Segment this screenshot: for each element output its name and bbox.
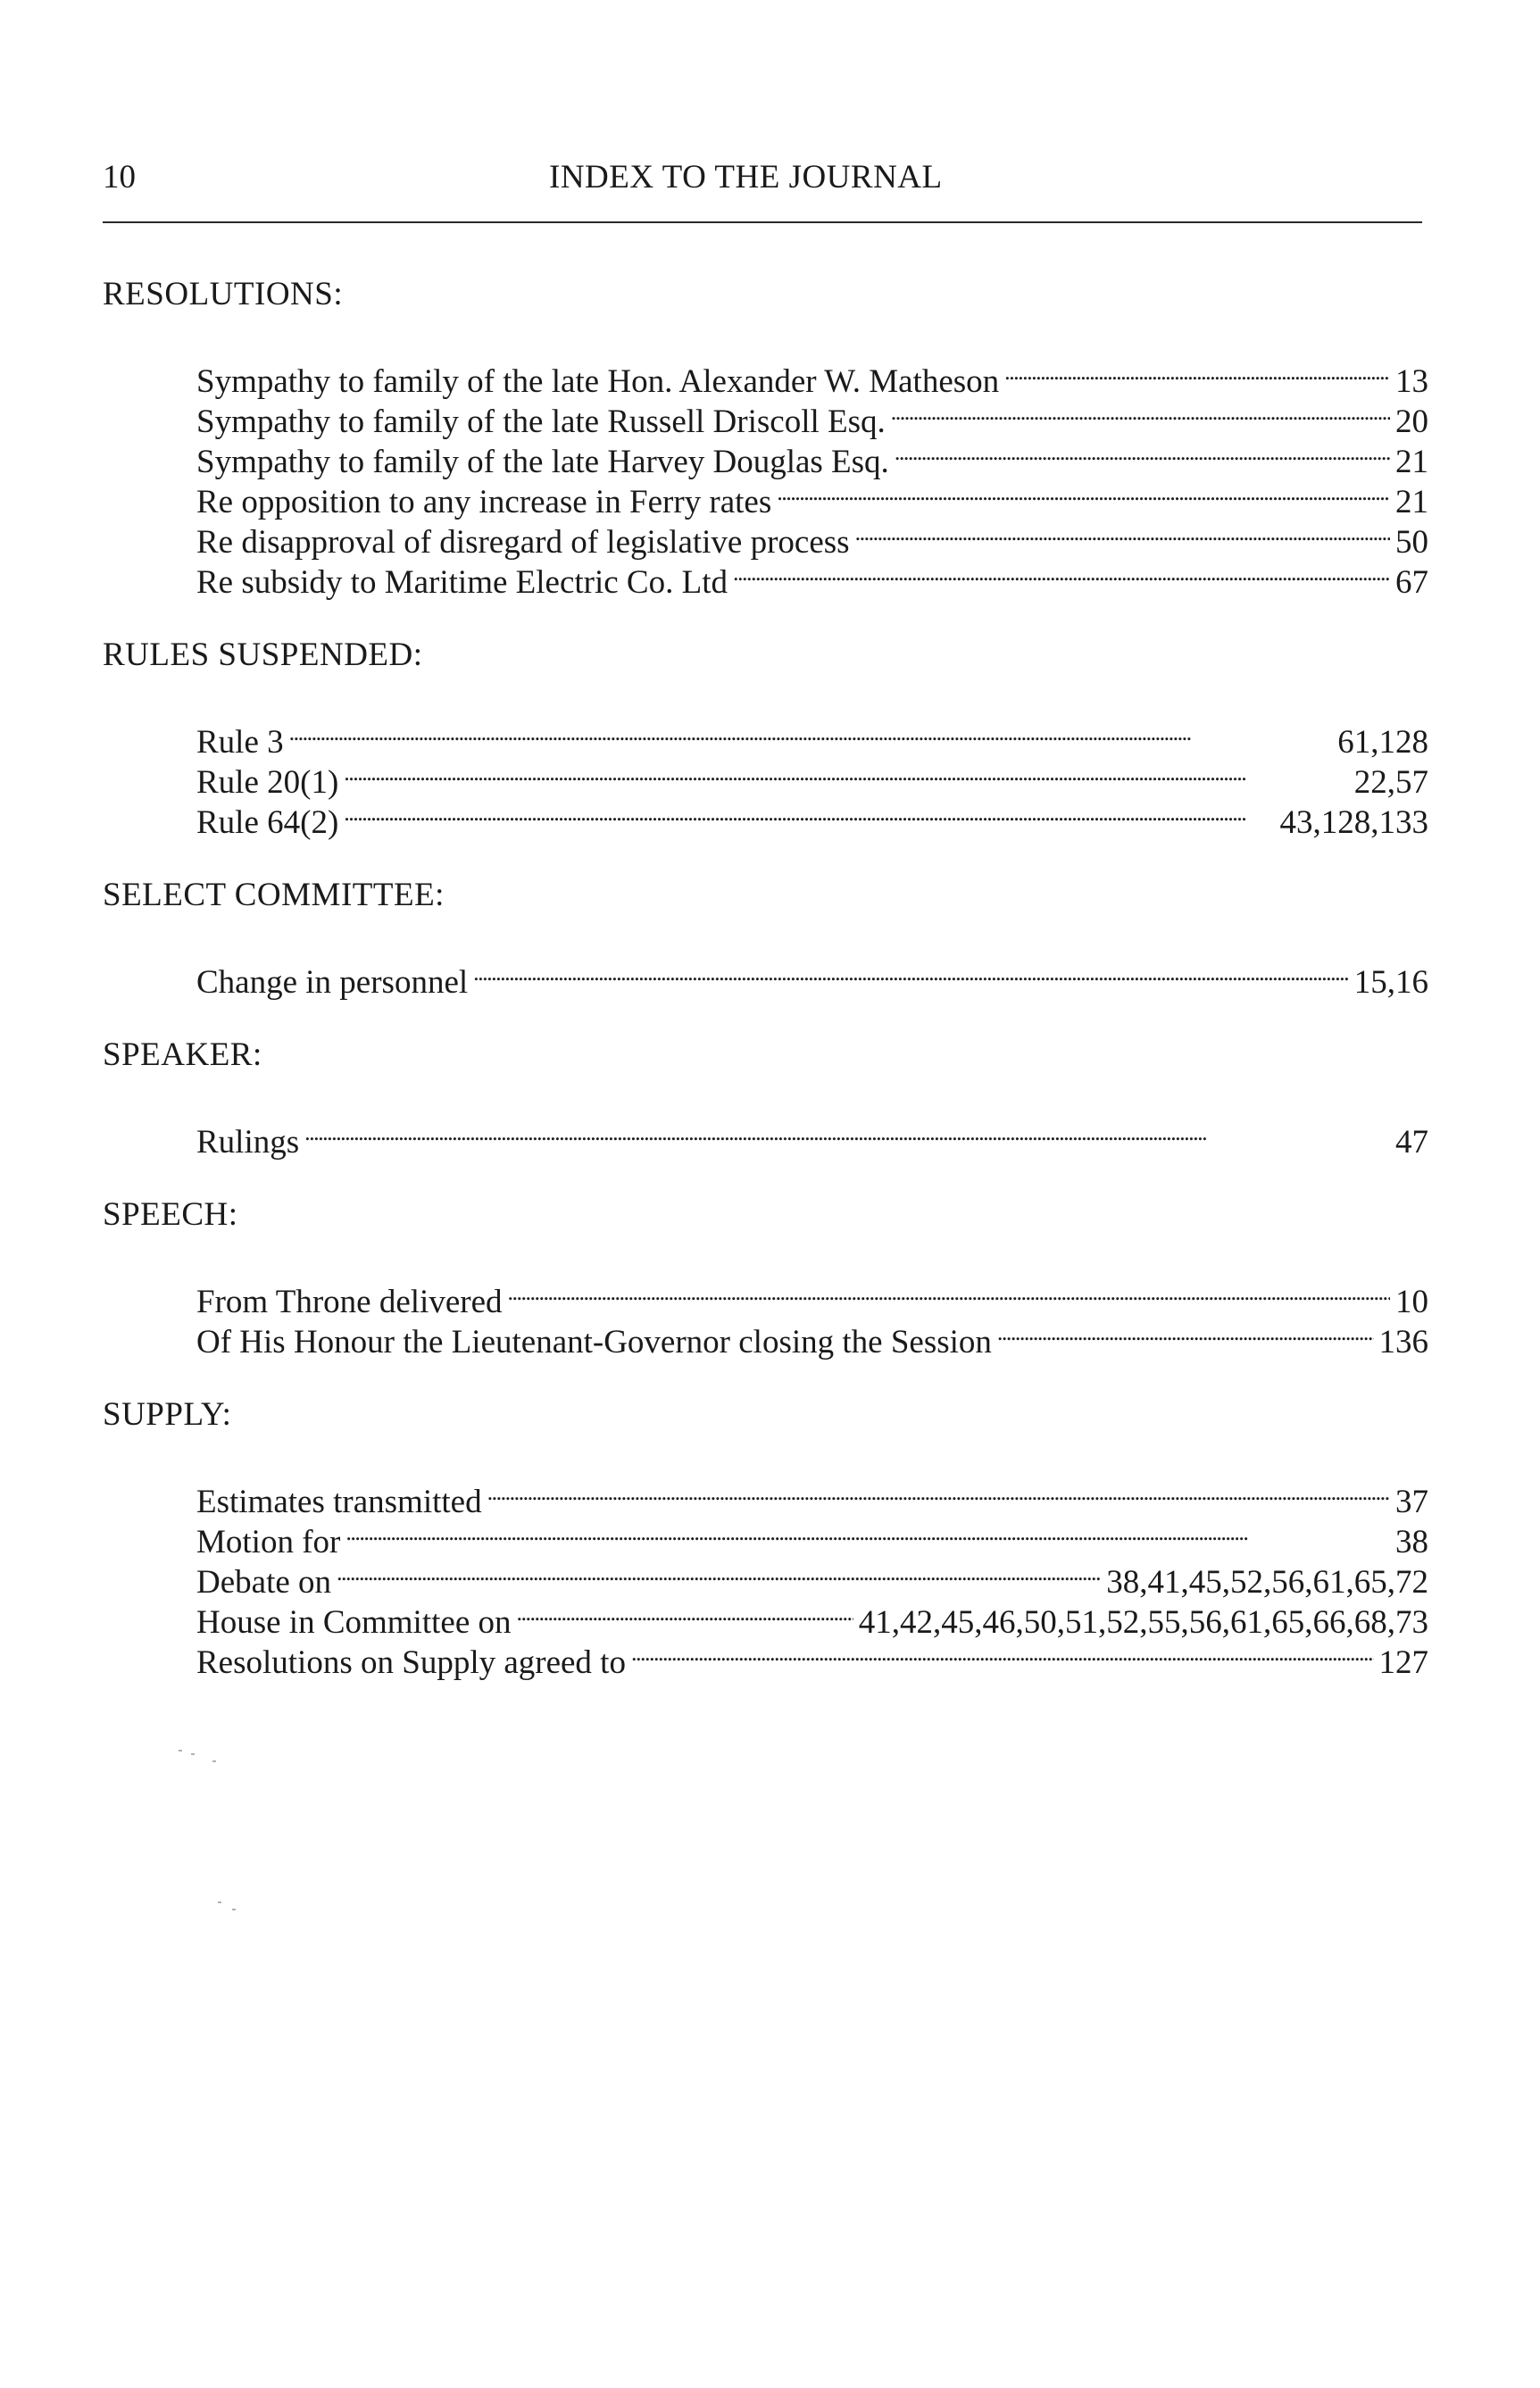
section-heading: RULES SUSPENDED: — [103, 637, 423, 673]
page-number: 10 — [103, 159, 136, 196]
index-entry — [196, 712, 1428, 761]
section-heading: SELECT COMMITTEE: — [103, 877, 445, 913]
index-entry — [196, 1472, 1428, 1520]
dot-leader — [733, 553, 1390, 593]
entry-label: Rule 64(2) — [196, 804, 339, 841]
entry-pages: 10 — [1395, 1284, 1428, 1320]
entry-label: Rule 3 — [196, 724, 284, 761]
entry-label: Estimates transmitted — [196, 1484, 482, 1520]
entry-label: Re opposition to any increase in Ferry rates — [196, 484, 772, 520]
entry-list — [196, 712, 1428, 841]
dot-leader — [344, 793, 1274, 833]
section-heading: SUPPLY: — [103, 1396, 232, 1433]
section-heading: RESOLUTIONS: — [103, 276, 344, 312]
entry-pages: 38 — [1395, 1524, 1428, 1560]
index-entry — [196, 352, 1428, 400]
entry-pages: 21 — [1395, 444, 1428, 480]
dot-leader — [337, 1552, 1101, 1593]
index-entry — [196, 1272, 1428, 1320]
entry-label: Re subsidy to Maritime Electric Co. Ltd — [196, 564, 728, 601]
dot-leader — [1004, 352, 1390, 392]
dot-leader — [289, 712, 1333, 753]
entry-list — [196, 1272, 1428, 1360]
entry-pages: 47 — [1395, 1124, 1428, 1161]
entry-label: Debate on — [196, 1564, 332, 1601]
dot-leader — [631, 1633, 1374, 1673]
entry-pages: 13 — [1395, 363, 1428, 400]
scan-specks — [179, 1750, 232, 1776]
entry-pages: 21 — [1395, 484, 1428, 520]
dot-leader — [517, 1593, 853, 1633]
entry-pages: 41,42,45,46,50,51,52,55,56,61,65,66,68,73 — [858, 1604, 1428, 1641]
entry-list — [196, 352, 1428, 601]
entry-pages: 20 — [1395, 404, 1428, 440]
entry-pages: 37 — [1395, 1484, 1428, 1520]
entry-label: House in Committee on — [196, 1604, 512, 1641]
entry-label: Resolutions on Supply agreed to — [196, 1644, 626, 1681]
index-entry — [196, 953, 1428, 1001]
entry-label: Change in personnel — [196, 964, 469, 1001]
section-heading: SPEAKER: — [103, 1036, 262, 1073]
index-entry — [196, 1112, 1428, 1161]
entry-pages: 38,41,45,52,56,61,65,72 — [1106, 1564, 1428, 1601]
dot-leader — [345, 1512, 1390, 1552]
section-supply — [103, 1390, 1428, 1681]
header-rule — [103, 221, 1422, 223]
index-content — [103, 270, 1428, 1710]
section-resolutions — [103, 270, 1428, 601]
entry-pages: 22,57 — [1353, 764, 1428, 801]
dot-leader — [895, 432, 1390, 472]
index-entry — [196, 753, 1428, 801]
dot-leader — [344, 753, 1348, 793]
page-header — [103, 152, 1422, 204]
index-entry — [196, 1512, 1428, 1560]
entry-pages: 15,16 — [1353, 964, 1428, 1001]
entry-label: Sympathy to family of the late Harvey Douglas Esq. — [196, 444, 889, 480]
entry-label: Of His Honour the Lieutenant-Governor closing the Session — [196, 1324, 992, 1360]
section-speaker — [103, 1030, 1428, 1161]
entry-label: Rulings — [196, 1124, 300, 1161]
entry-list — [196, 1472, 1428, 1681]
section-speech — [103, 1190, 1428, 1360]
entry-pages: 50 — [1395, 524, 1428, 561]
dot-leader — [891, 392, 1390, 432]
entry-label: From Throne delivered — [196, 1284, 503, 1320]
dot-leader — [997, 1312, 1374, 1352]
dot-leader — [304, 1112, 1390, 1152]
dot-leader — [473, 953, 1349, 993]
running-title: INDEX TO THE JOURNAL — [549, 159, 943, 196]
entry-label: Motion for — [196, 1524, 341, 1560]
entry-list — [196, 953, 1428, 1001]
section-select-committee — [103, 870, 1428, 1001]
entry-pages: 43,128,133 — [1279, 804, 1428, 841]
entry-label: Rule 20(1) — [196, 764, 339, 801]
entry-pages: 61,128 — [1337, 724, 1428, 761]
index-entry — [196, 1552, 1428, 1601]
dot-leader — [487, 1472, 1390, 1512]
entry-pages: 67 — [1395, 564, 1428, 601]
section-rules-suspended — [103, 630, 1428, 841]
dot-leader — [777, 472, 1390, 512]
entry-label: Sympathy to family of the late Hon. Alexander W. Matheson — [196, 363, 1000, 400]
section-heading: SPEECH: — [103, 1196, 238, 1233]
entry-pages: 136 — [1378, 1324, 1428, 1360]
dot-leader — [855, 512, 1390, 553]
dot-leader — [508, 1272, 1390, 1312]
entry-label: Re disapproval of disregard of legislative process — [196, 524, 850, 561]
entry-list — [196, 1112, 1428, 1161]
index-entry — [196, 793, 1428, 841]
entry-label: Sympathy to family of the late Russell Driscoll Esq. — [196, 404, 886, 440]
entry-pages: 127 — [1378, 1644, 1428, 1681]
